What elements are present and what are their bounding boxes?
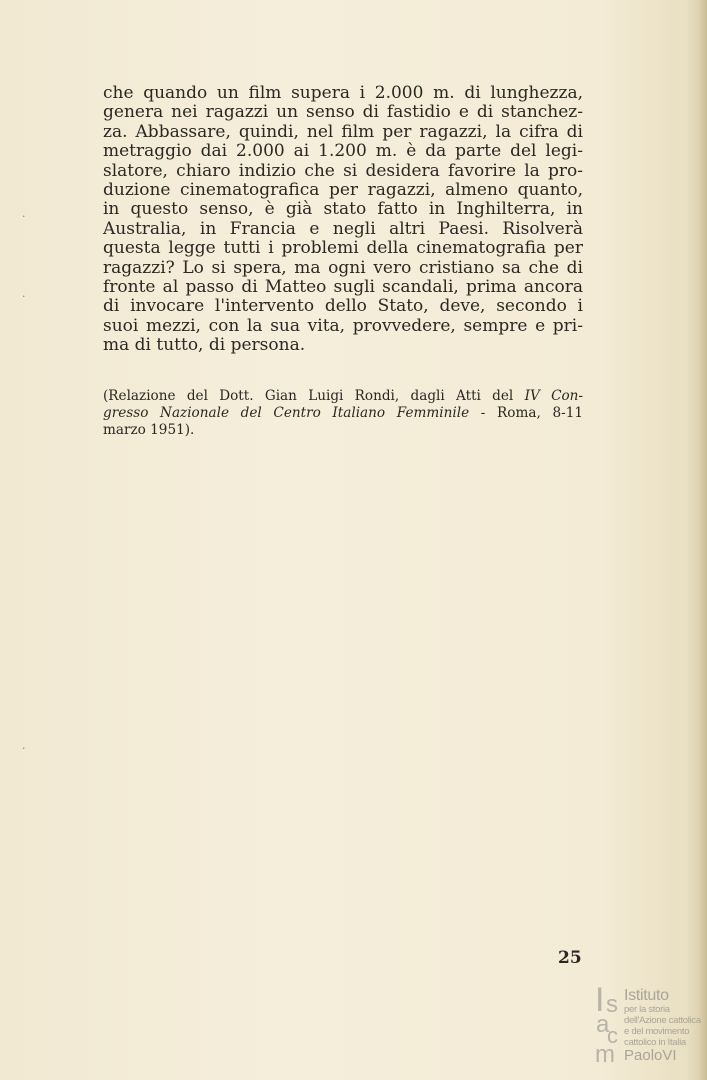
logo-subtitle: per la storia	[624, 1004, 670, 1015]
text-line: za. Abbassare, quindi, nel film per ragazzi, la cifra di	[103, 121, 583, 142]
logo-subtitle: cattolico in Italia	[624, 1037, 686, 1048]
logo-letter: a	[596, 1011, 610, 1038]
page-edge	[698, 0, 707, 1080]
logo-monogram	[594, 981, 624, 1068]
page-number: 25	[558, 948, 582, 968]
citation-italic: IV Con-	[524, 388, 583, 404]
logo-letter: I	[595, 981, 605, 1019]
isacem-logo	[594, 981, 704, 1070]
text-line: suoi mezzi, con la sua vita, provvedere, sempre e pri-	[103, 315, 583, 336]
citation	[103, 388, 583, 439]
logo-letter: s	[606, 991, 618, 1018]
margin-mark: ·	[22, 742, 26, 755]
citation-italic: gresso Nazionale del Centro Italiano Femminile	[103, 405, 470, 421]
text-line: in questo senso, è già stato fatto in Inghilterra, in	[103, 199, 583, 220]
citation-line: marzo 1951).	[103, 422, 195, 438]
text-line: metraggio dai 2.000 ai 1.200 m. è da parte del legi-	[103, 141, 583, 162]
logo-letter: c	[607, 1023, 618, 1048]
text-line: ma di tutto, di persona.	[103, 335, 306, 356]
logo-subtitle: e del movimento	[624, 1026, 690, 1037]
text-line: slatore, chiaro indizio che si desidera favorire la pro-	[103, 160, 583, 181]
logo-subtitle: dell'Azione cattolica	[624, 1015, 701, 1026]
text-line: duzione cinematografica per ragazzi, almeno quanto,	[103, 180, 583, 201]
logo-letter: m	[595, 1041, 615, 1068]
logo-title: Istituto	[624, 987, 669, 1004]
text-line: genera nei ragazzi un senso di fastidio e di stanchez-	[103, 102, 583, 123]
text-line: fronte al passo di Matteo sugli scandali, prima ancora	[103, 277, 583, 298]
logo-name: PaoloVI	[624, 1047, 677, 1064]
margin-mark: ·	[22, 290, 26, 303]
text-line: ragazzi? Lo si spera, ma ogni vero cristiano sa che di	[103, 257, 583, 278]
text-line: che quando un film supera i 2.000 m. di lunghezza,	[103, 83, 583, 103]
logo-text	[624, 987, 704, 1064]
text-line: questa legge tutti i problemi della cinematografia per	[103, 238, 583, 259]
citation-text: (Relazione del Dott. Gian Luigi Rondi, dagli Atti del	[103, 388, 525, 404]
margin-mark: ·	[22, 210, 26, 223]
text-line: Australia, in Francia e negli altri Paesi. Risolverà	[103, 218, 583, 239]
citation-text: - Roma, 8-11	[469, 405, 583, 421]
citation-line	[103, 388, 583, 405]
body-paragraph	[103, 84, 583, 356]
text-line: di invocare l'intervento dello Stato, deve, secondo i	[103, 296, 583, 317]
citation-line	[103, 405, 583, 422]
